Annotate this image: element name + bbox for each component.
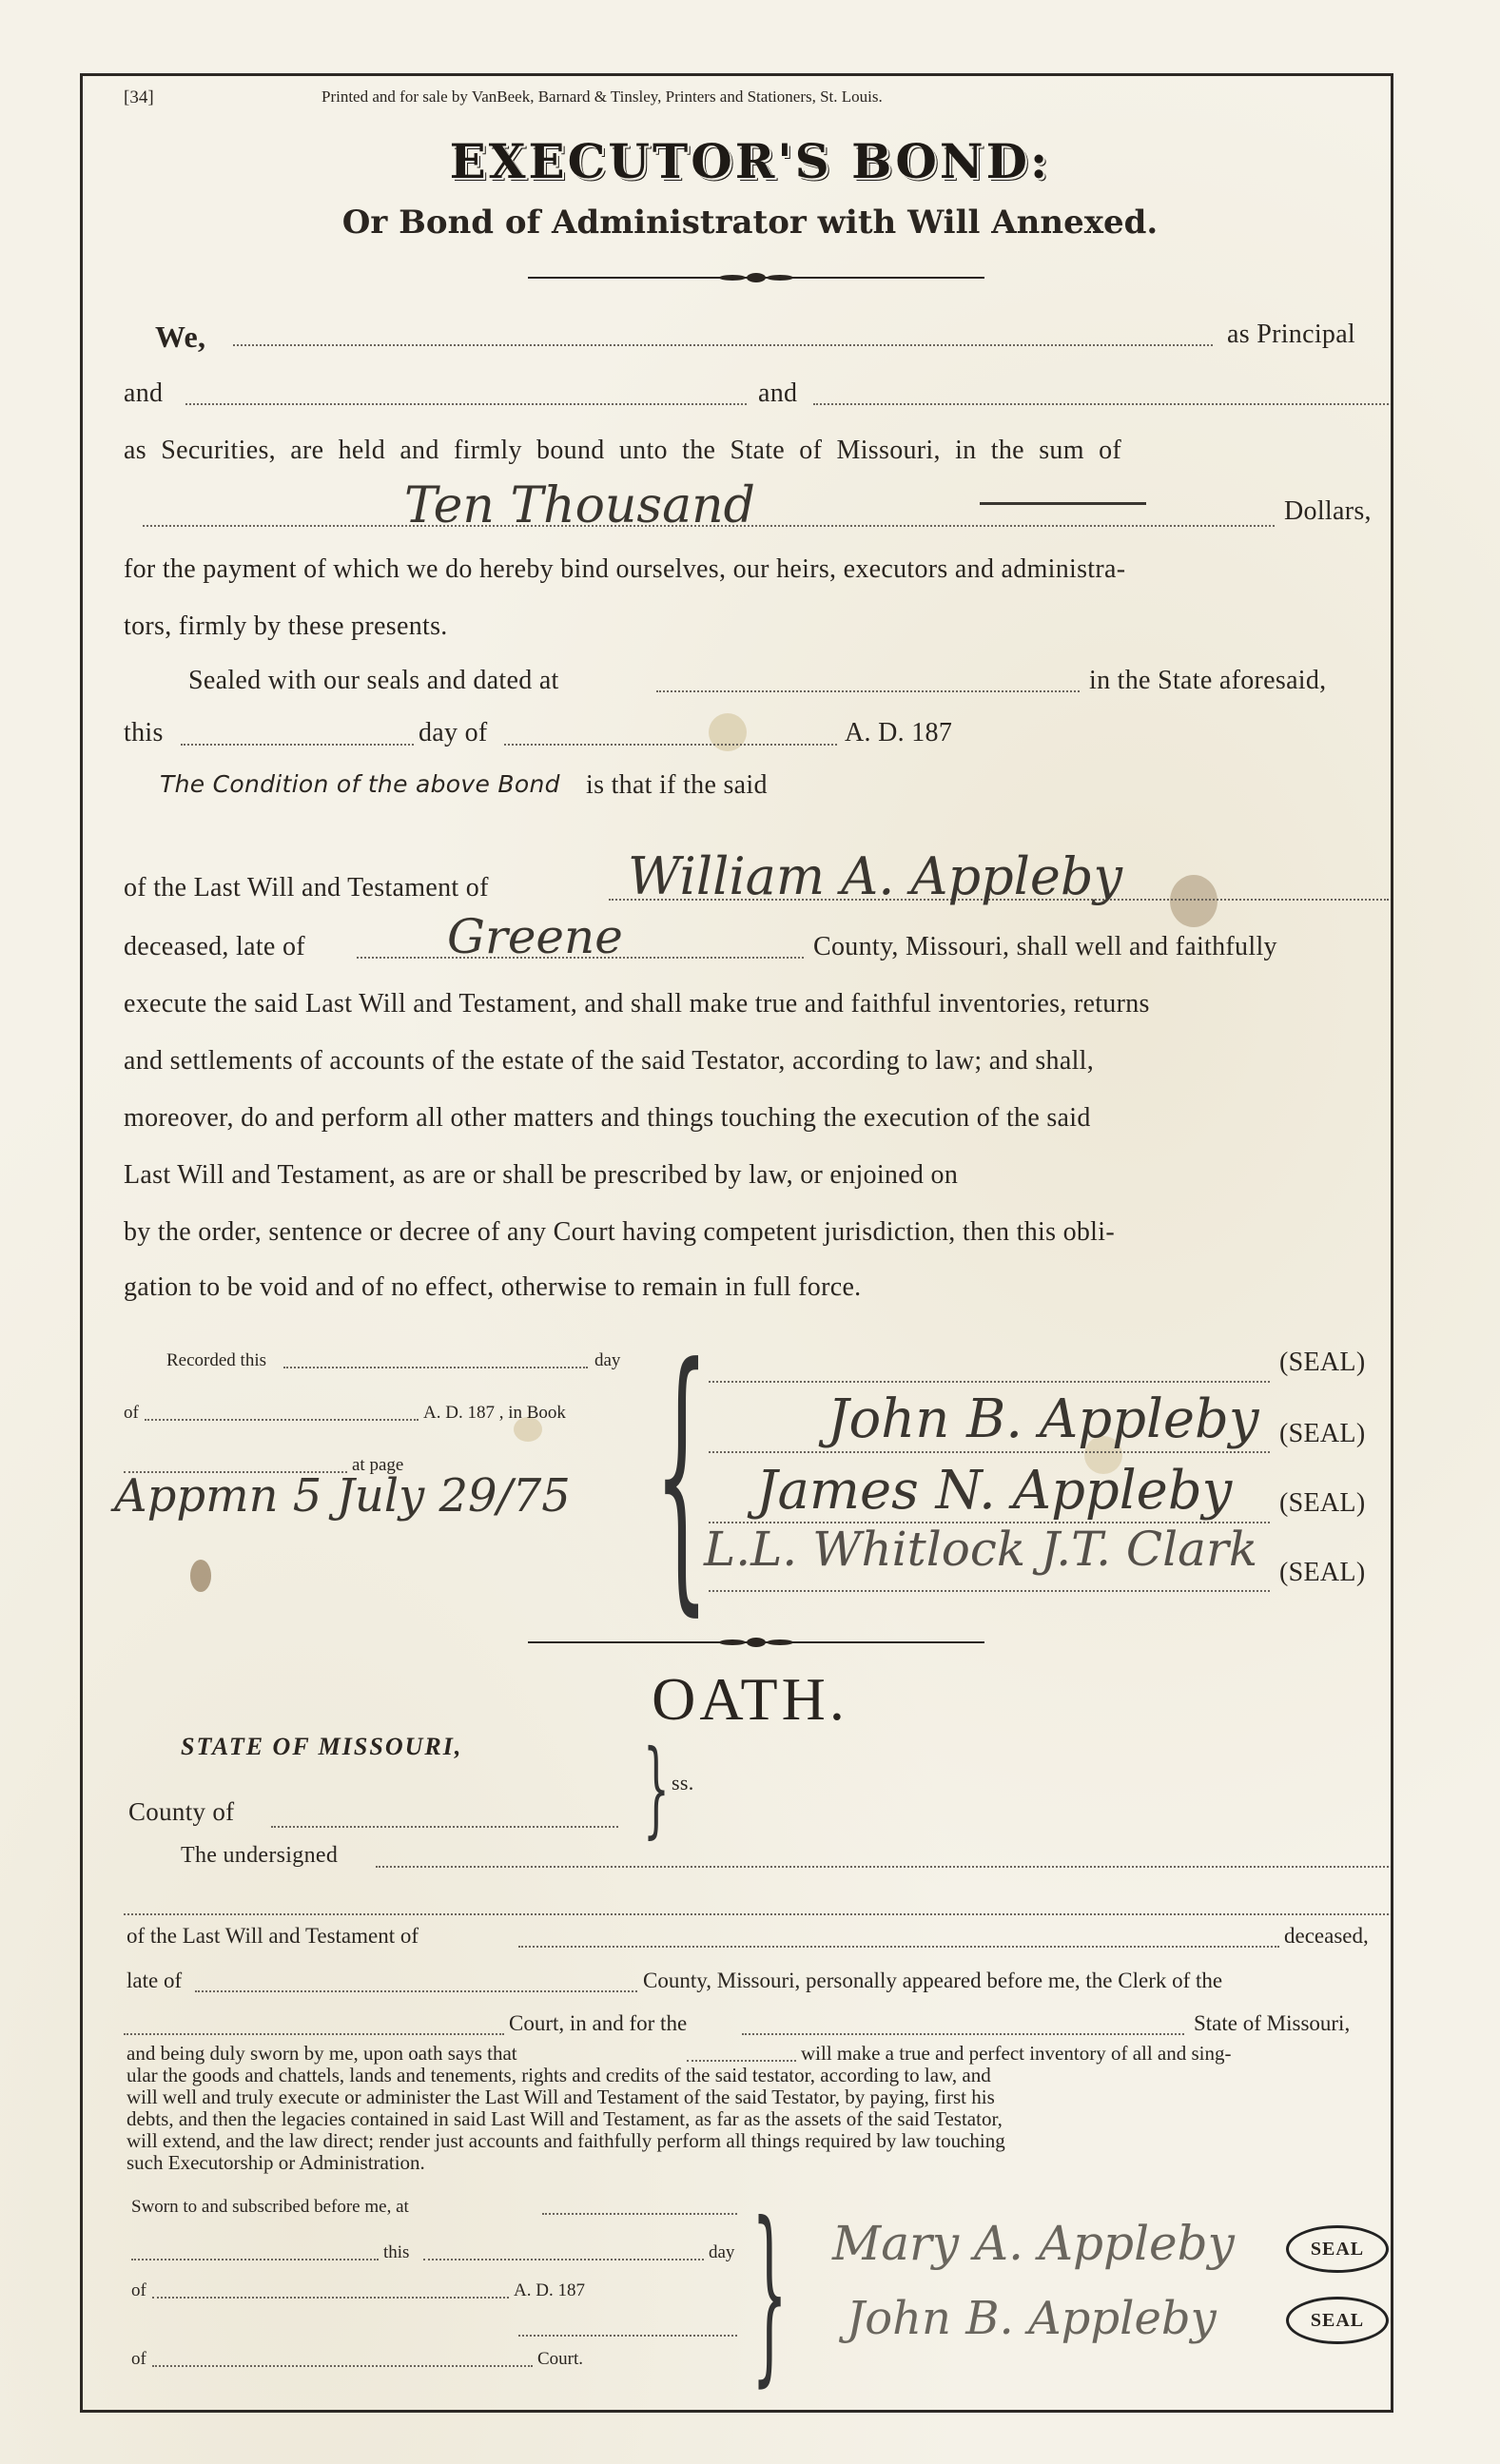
oath-fine-line-3: debts, and then the legacies contained in said Last Will and Testament, as far as the assets of the said Testator, [127,2107,1003,2130]
oath-seal-1: SEAL [1286,2225,1389,2273]
oath-fine-line-2: will well and truly execute or administer the Last Will and Testament of the said Testator, by paying, first his [127,2086,995,2108]
signature-brace: { [654,1308,710,1639]
seal-label-3: (SEAL) [1279,1488,1366,1518]
signature-line-4 [709,1590,1270,1592]
oath-day-label: day [709,2242,735,2262]
recorded-handwritten-note: Appmn 5 July 29/75 [114,1469,571,1523]
signature-4: L.L. Whitlock J.T. Clark [704,1522,1258,1577]
condition-paragraph-line-5: by the order, sentence or decree of any Court having competent jurisdiction, then this obli- [124,1217,1115,1247]
condition-rest: is that if the said [586,770,768,800]
oath-county-of-label: County of [128,1797,235,1826]
seal-label-2: (SEAL) [1279,1419,1366,1448]
oath-fine-line-4: will extend, and the law direct; render just accounts and faithfully perform all things required by law touching [127,2129,1005,2152]
as-principal-label: as Principal [1227,320,1356,349]
payment-line: for the payment of which we do hereby bind ourselves, our heirs, executors and administra- [124,554,1126,584]
recorded-of-label: of [124,1403,139,1423]
seal-label-4: (SEAL) [1279,1558,1366,1587]
sum-dash [980,502,1146,505]
signature-line-1 [709,1381,1270,1383]
recorded-day-label: day [594,1350,621,1370]
oath-court-name-line [124,2033,504,2035]
this-label: this [124,718,164,747]
ornament-divider [528,266,984,289]
securities-line: as Securities, are held and firmly bound unto the State of Missouri, in the sum of [124,436,1121,465]
oath-state-of-missouri: State of Missouri, [1194,2011,1351,2035]
oath-affiant-line [687,2060,796,2062]
oath-court-in-and-for: Court, in and for the [509,2011,688,2035]
deceased-late-of-label: deceased, late of [124,932,305,961]
recorded-ad-book-label: A. D. 187 , in Book [423,1403,566,1423]
oath-ss: ss. [672,1771,694,1795]
oath-seal-2: SEAL [1286,2297,1389,2344]
oath-signature-2: John B. Appleby [847,2292,1217,2345]
oath-this-label: this [383,2242,410,2262]
oath-court-line [152,2365,533,2367]
oath-county-line-2 [742,2033,1184,2035]
recorded-day-line [283,1367,588,1368]
oath-sworn-to: Sworn to and subscribed before me, at [131,2197,409,2217]
condition-paragraph-line-3: moreover, do and perform all other matters and things touching the execution of the said [124,1103,1091,1133]
printer-line: Printed and for sale by VanBeek, Barnard & Tinsley, Printers and Stationers, St. Louis. [321,87,883,106]
dollars-label: Dollars, [1284,496,1372,526]
condition-paragraph-line-6: gation to be void and of no effect, otherwise to remain in full force. [124,1272,862,1302]
state-aforesaid-label: in the State aforesaid, [1089,666,1327,695]
sealed-label: Sealed with our seals and dated at [188,666,559,695]
document-title: EXECUTOR'S BOND: [449,133,1051,189]
oath-state: STATE OF MISSOURI, [181,1733,463,1760]
and-label-2: and [758,378,798,408]
last-will-label: of the Last Will and Testament of [124,873,489,902]
oath-this-line [423,2259,704,2260]
recorded-this-label: Recorded this [166,1350,267,1370]
we-label: We, [155,320,206,354]
county-handwritten: Greene [447,909,623,964]
oath-venue-brace: } [643,1727,670,1849]
sealed-place-line [656,690,1080,692]
oath-signature-brace: } [751,2183,789,2404]
ornament-divider-2 [528,1631,984,1654]
county-rest: County, Missouri, shall well and faithfully [813,932,1277,961]
oath-testator-line [518,1946,1279,1948]
security-name-line-1 [185,403,747,405]
oath-ad-label: A. D. 187 [514,2280,585,2300]
oath-month-line [152,2297,509,2299]
condition-paragraph-line-2: and settlements of accounts of the estate of the said Testator, according to law; and shall, [124,1046,1095,1076]
oath-late-of-line [195,1990,637,1992]
oath-court-label: Court. [537,2349,584,2369]
security-name-line-2 [813,403,1389,405]
oath-fine-line-1: ular the goods and chattels, lands and tenements, rights and credits of the said testator, according to law, and [127,2064,991,2086]
oath-sworn-place-line [542,2213,737,2215]
oath-last-will-label: of the Last Will and Testament of [127,1924,419,1948]
recorded-month-line [145,1419,419,1421]
oath-deceased-label: deceased, [1284,1924,1369,1948]
document-subtitle: Or Bond of Administrator with Will Annexed. [341,204,1159,242]
signature-2: John B. Appleby [828,1388,1259,1450]
day-of-label: day of [419,718,488,747]
day-number-line [181,744,414,746]
tors-line: tors, firmly by these presents. [124,611,448,641]
oath-late-of-label: late of [127,1969,183,1992]
testator-handwritten: William A. Appleby [628,846,1122,906]
oath-of-label: of [131,2280,146,2300]
oath-blank-line [124,1913,1389,1915]
condition-paragraph-line-4: Last Will and Testament, as are or shall be prescribed by law, or enjoined on [124,1160,959,1190]
condition-italic: The Condition of the above Bond [160,770,560,798]
oath-fine-line-5: such Executorship or Administration. [127,2151,425,2174]
recorded-at-page-label: at page [352,1455,404,1475]
oath-heading: OATH. [652,1665,848,1733]
oath-of-court-prefix: of [131,2349,146,2369]
month-line [504,744,837,746]
oath-this-prefix-line [131,2259,379,2260]
signature-3: James N. Appleby [756,1460,1233,1522]
oath-county-line [271,1826,618,1828]
oath-undersigned-line [376,1866,1389,1868]
oath-clerk-line [518,2335,737,2337]
form-number: [34] [124,87,154,107]
oath-signature-1: Mary A. Appleby [832,2216,1235,2271]
sum-handwritten: Ten Thousand [404,477,755,534]
seal-label-1: (SEAL) [1279,1348,1366,1377]
ad-label: A. D. 187 [845,718,953,747]
principal-name-line [233,344,1213,346]
and-label-1: and [124,378,164,408]
signature-line-2 [709,1451,1270,1453]
condition-paragraph-line-1: execute the said Last Will and Testament, and shall make true and faithful inventories, returns [124,989,1150,1019]
oath-sworn-line-a: and being duly sworn by me, upon oath says that [127,2042,517,2065]
oath-sworn-line-b: will make a true and perfect inventory of all and sing- [801,2042,1232,2065]
oath-undersigned: The undersigned [181,1843,339,1868]
oath-county-missouri: County, Missouri, personally appeared before me, the Clerk of the [643,1969,1223,1992]
